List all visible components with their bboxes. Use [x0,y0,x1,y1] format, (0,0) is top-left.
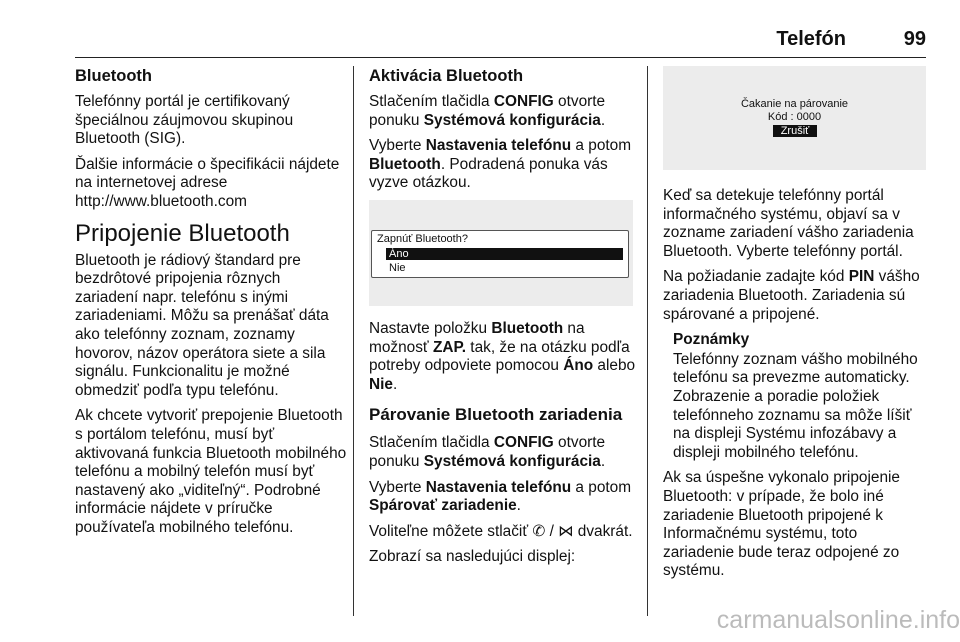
column-2-lower [369,320,639,574]
page-number: 99 [903,28,926,50]
mute-icon: ⋈ [558,522,574,540]
column-3 [663,187,931,588]
bluetooth-connection-heading: Pripojenie Bluetooth [75,219,290,247]
display-pairing-wait [663,66,926,170]
pin-paragraph: Na požiadanie zadajte kód PIN vášho zariadenia Bluetooth. Zariadenia sú spárované a pripojené. [663,268,920,323]
dialog-box [371,230,629,278]
certification-paragraph: Telefónny portál je certifikovaný špeciálnou záujmovou skupinou Bluetooth (SIG). [75,93,294,148]
more-info-paragraph: Ďalšie informácie o špecifikácii nájdete na internetovej adrese http://www.bluetooth.com [75,155,340,210]
column-divider-2 [647,66,648,616]
cancel-button: Zrušiť [773,125,817,137]
bluetooth-standard-paragraph: Bluetooth je rádiový štandard pre bezdrôtové pripojenia rôznych zariadení napr. telefónu s inými zariadeniami. Môžu sa prenášať dáta ako telefónny zoznam, zoznamy hovorov, názov operátora siete a sila signálu. Funkcionalitu je možné obmedziť podľa typu telefónu. [75,251,329,399]
config-key-label: CONFIG [493,93,554,110]
column-1 [75,66,347,544]
option-yes: Áno [386,248,623,260]
header-rule [75,57,926,58]
pairing-step-3: Voliteľne môžete stlačiť ✆ / ⋈ dvakrát. [369,522,633,540]
display-intro: Zobrazí sa nasledujúci displej: [369,548,576,566]
column-2 [369,66,639,200]
page-section-title: Telefón [776,28,846,50]
connection-success-paragraph: Ak sa úspešne vykonalo pripojenie Bluetooth: v prípade, že bolo iné zariadenie Bluetooth pripojené k Informačnému systému, toto zariadenie bude teraz odpojené zo systému. [663,469,900,580]
pairing-step-2: Vyberte Nastavenia telefónu a potom Spárovať zariadenie. [369,478,632,515]
phone-icon: ✆ [532,522,546,540]
bluetooth-heading: Bluetooth [75,67,152,85]
system-config-menu-label: Systémová konfigurácia [423,111,601,129]
connection-requirements-paragraph: Ak chcete vytvoriť prepojenie Bluetooth s portálom telefónu, musí byť aktivovaná funkcia Bluetooth mobilného telefónu a mobilný telefón musí byť nastavený ako „viditeľný“. Podrobné informácie nájdete v príručke používateľa mobilného telefónu. [75,407,347,536]
detected-portal-paragraph: Keď sa detekuje telefónny portál informačného systému, objaví sa v zozname zariadení vášho zariadenia Bluetooth. Vyberte telefónny portál. [663,187,914,260]
display-bluetooth-question [369,200,633,306]
note-text: Telefónny zoznam vášho mobilného telefónu sa prevezme automaticky. Zobrazenie a poradie položiek telefónneho zoznamu sa môže líšiť na displeji Systému infozábavy a displeji mobilného telefónu. [673,350,918,461]
dialog-title: Zapnúť Bluetooth? [377,233,468,245]
pairing-code: Kód : 0000 [767,111,822,123]
note-heading: Poznámky [673,331,750,349]
bluetooth-activation-heading: Aktivácia Bluetooth [369,67,524,85]
pairing-step-1: Stlačením tlačidla CONFIG otvorte ponuku Systémová konfigurácia. [369,434,606,470]
watermark: carmanualsonline.info [716,606,960,634]
pairing-heading: Párovanie Bluetooth zariadenia [369,405,623,425]
option-no: Nie [389,262,406,274]
activation-step-1: Stlačením tlačidla CONFIG otvorte ponuku Systémová konfigurácia. [369,93,606,129]
pairing-wait-text: Čakanie na párovanie [740,98,849,110]
set-bluetooth-paragraph: Nastavte položku Bluetooth na možnosť ZAP. tak, že na otázku podľa potreby odpoviete pomocou Áno alebo Nie. [369,320,636,393]
note-block [663,331,931,462]
column-divider-1 [353,66,354,616]
activation-step-2: Vyberte Nastavenia telefónu a potom Bluetooth. Podradená ponuka vás vyzve otázkou. [369,137,632,192]
